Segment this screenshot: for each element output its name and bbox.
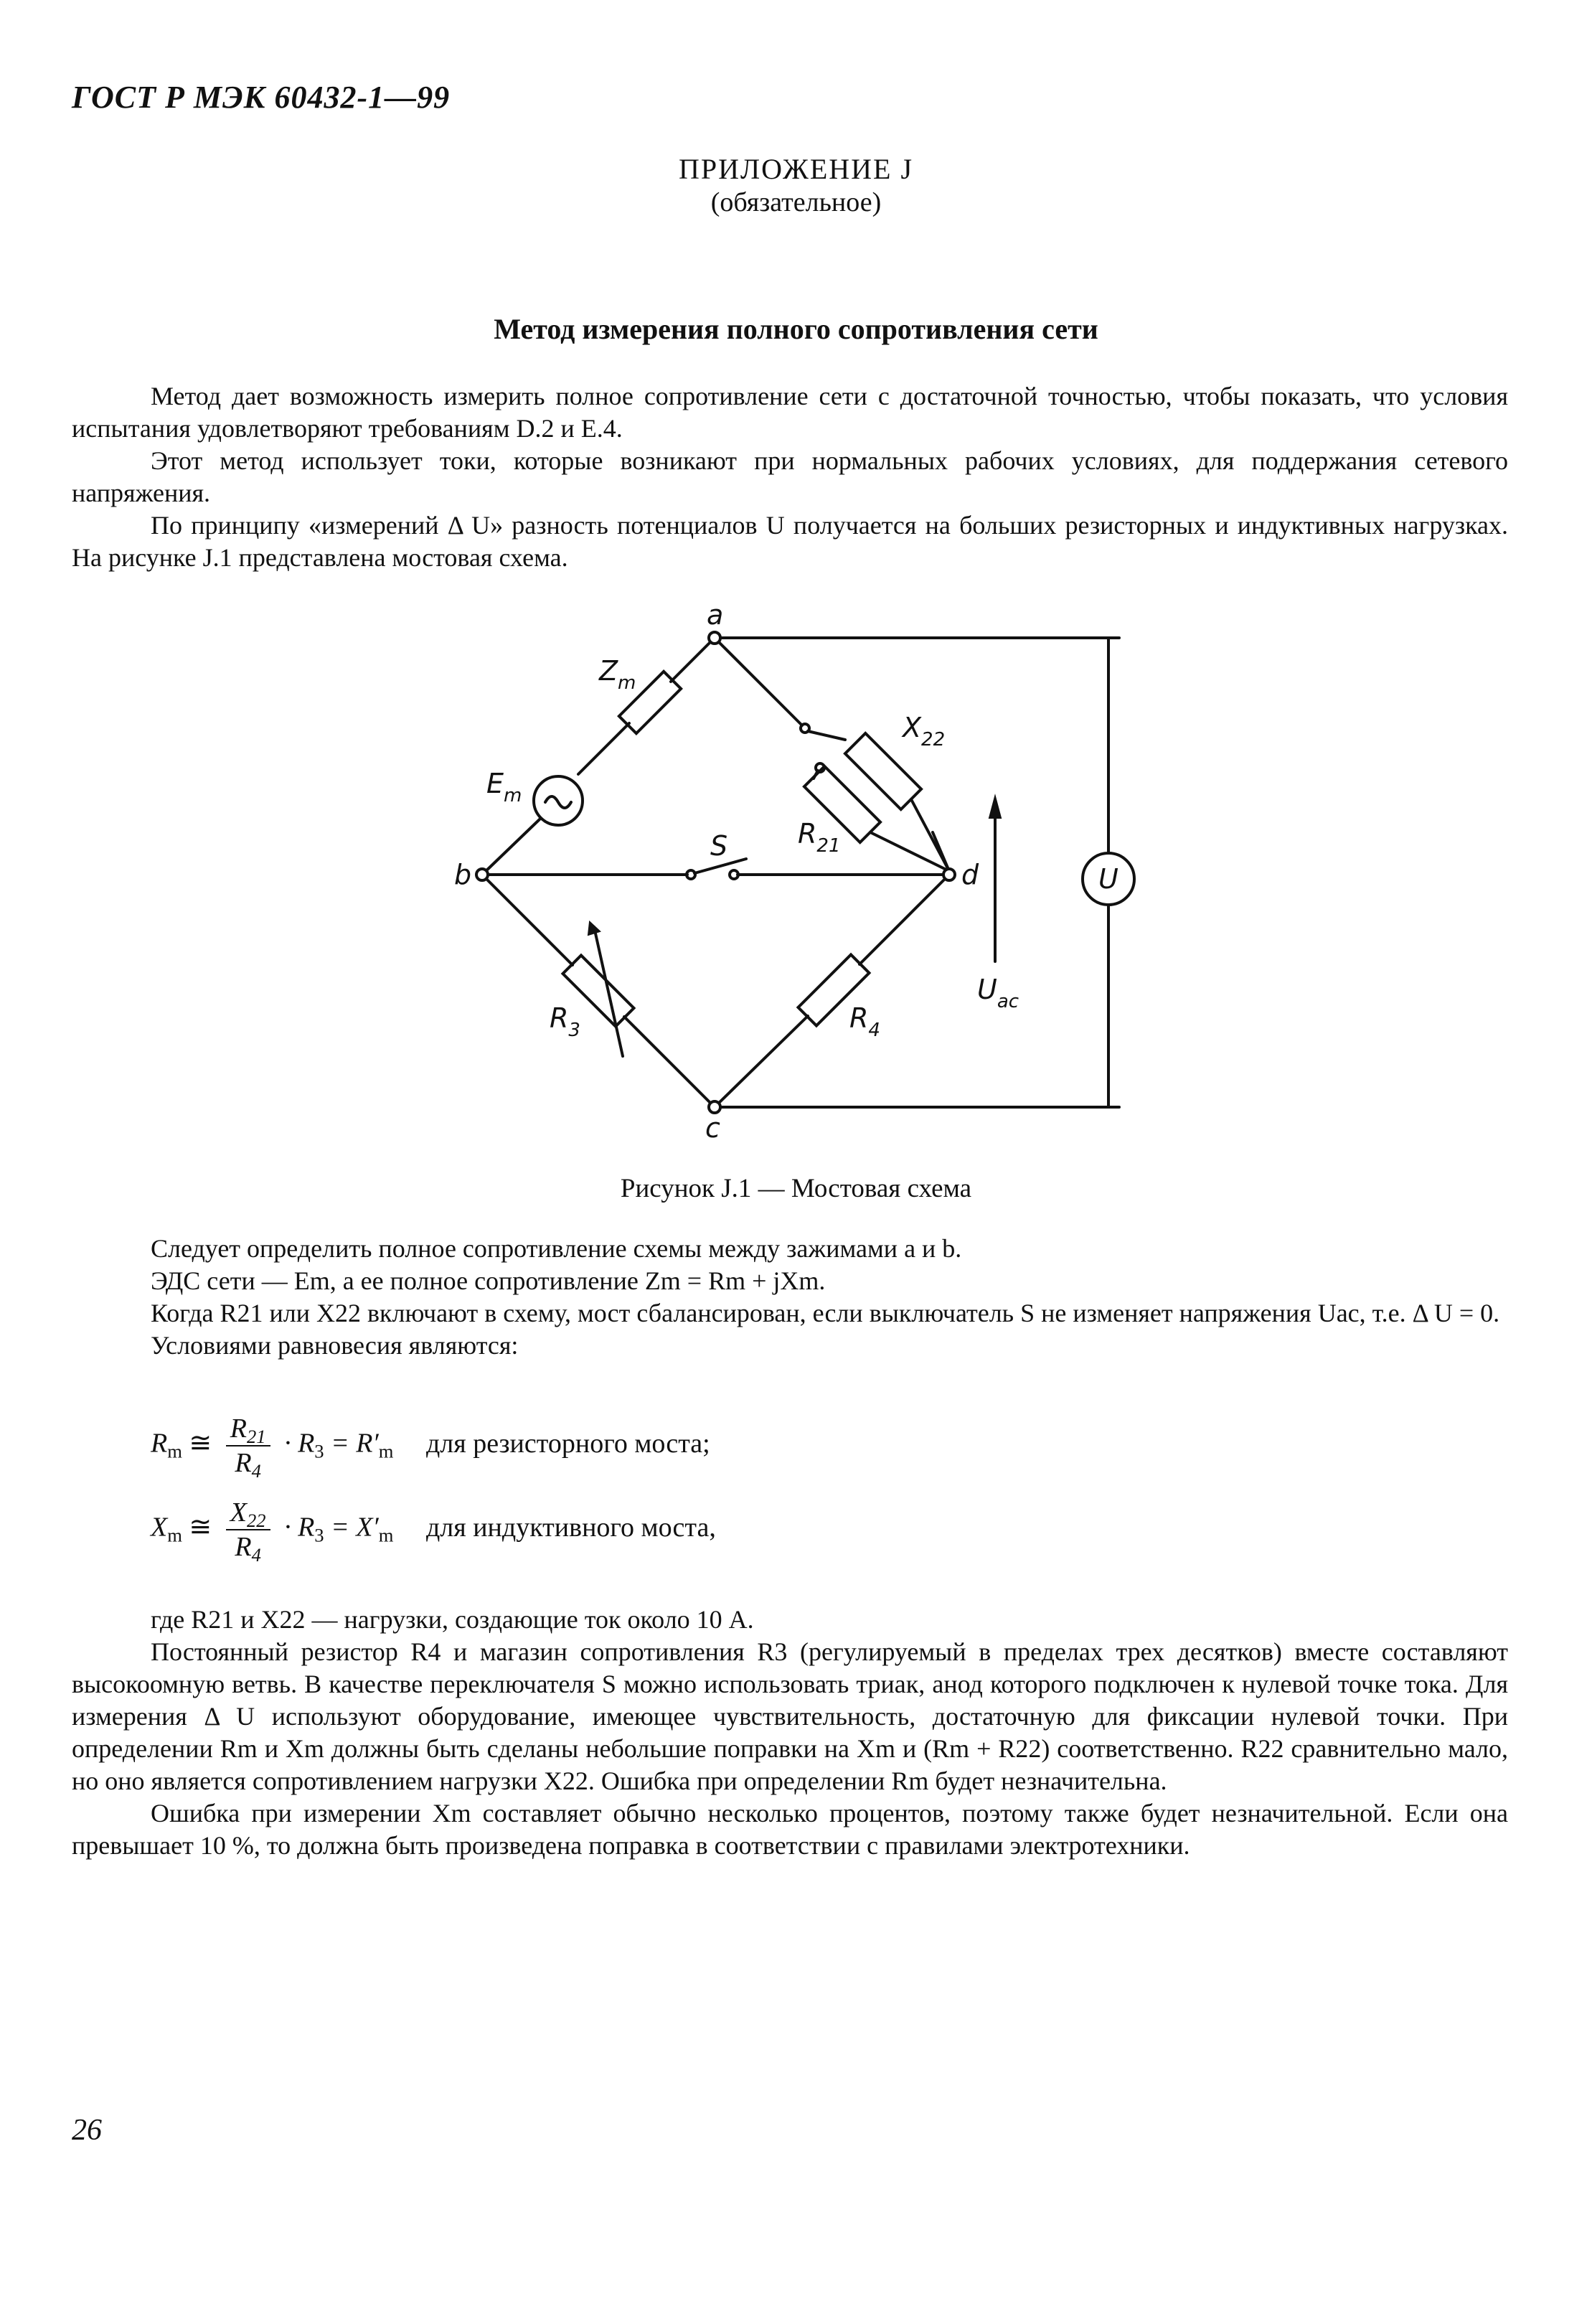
formula-inductive: $X_m$ ≅ $\frac{X_{22}}{R_4}$ · $R_3 = X'_m$ для индуктивного моста,: [151, 1497, 716, 1566]
paragraph: Постоянный резистор R4 и магазин сопротивления R3 (регулируемый в пределах трех десятков) вместе составляют высокоомную ветвь. В качестве переключателя S можно использовать триак, анод которого подключен к нулевой точке тока. Для измерения Δ U используют оборудование, имеющее чувствительность, достаточную для фиксации нулевой точки. При определении Rm и Xm должны быть сделаны небольшие поправки на Xm и (Rm + R22) соответственно. R22 сравнительно мало, но оно является сопротивлением нагрузки X22. Ошибка при определении Rm будет незначительна.: [72, 1637, 1508, 1795]
appendix-title: ПРИЛОЖЕНИЕ J: [678, 153, 914, 185]
node-b: [476, 869, 488, 880]
label-r3: $R_3$: [550, 1002, 580, 1041]
tail-text: [72, 1604, 1508, 1862]
paragraph: Этот метод использует токи, которые возникают при нормальных рабочих условиях, для поддержания сетевого напряжения.: [72, 446, 1508, 507]
label-uac: $U_{ac}$: [977, 974, 1019, 1012]
node-c: [709, 1101, 720, 1113]
label-em: $E_m$: [486, 768, 522, 806]
fraction: $\frac{R_{21}}{R_4}$: [226, 1412, 270, 1479]
figure-caption: Рисунок J.1 — Мостовая схема: [620, 1174, 972, 1203]
appendix-subtitle: (обязательное): [710, 187, 882, 217]
paragraph: Условиями равновесия являются:: [151, 1331, 519, 1360]
paragraph: Когда R21 или X22 включают в схему, мост сбалансирован, если выключатель S не изменяет напряжения Uac, т.е. Δ U = 0.: [151, 1299, 1500, 1327]
label-node-c: c: [705, 1112, 720, 1144]
node-d: [943, 869, 955, 880]
label-x22: $X_{22}$: [903, 712, 946, 751]
standard-header: ГОСТ Р МЭК 60432-1—99: [72, 80, 451, 115]
node-a: [709, 632, 720, 644]
label-node-a: a: [707, 599, 724, 631]
body-text: [72, 1233, 1508, 1362]
paragraph: Метод дает возможность измерить полное сопротивление сети с достаточной точностью, чтобы показать, что условия испытания удовлетворяют требованиям D.2 и E.4.: [72, 382, 1508, 443]
bridge-circuit-diagram: [0, 596, 1592, 1155]
paragraph: По принципу «измерений Δ U» разность потенциалов U получается на больших резисторных и индуктивных нагрузках. На рисунке J.1 представлена мостовая схема.: [72, 511, 1508, 572]
label-voltmeter: U: [1098, 863, 1118, 895]
page-number: 26: [72, 2114, 102, 2147]
paragraph: где R21 и X22 — нагрузки, создающие ток около 10 А.: [151, 1605, 754, 1634]
label-node-d: d: [961, 859, 979, 890]
formula-resistive: $R_m$ ≅ $\frac{R_{21}}{R_4}$ · $R_3 = R'_m$ для резисторного моста;: [151, 1413, 710, 1482]
intro-text: [72, 380, 1508, 574]
switch-contact: [687, 870, 695, 879]
label-zm: $Z_m$: [599, 655, 636, 694]
paragraph: Ошибка при измерении Xm составляет обычно несколько процентов, поэтому также будет незначительной. Если она превышает 10 %, то должна быть произведена поправка в соответствии с правилами электротехники.: [72, 1799, 1508, 1860]
paragraph: Следует определить полное сопротивление схемы между зажимами a и b.: [151, 1234, 962, 1263]
fraction: $\frac{X_{22}}{R_4}$: [226, 1496, 270, 1563]
label-node-b: b: [454, 859, 472, 890]
label-r4: $R_4$: [849, 1002, 880, 1041]
section-title: Метод измерения полного сопротивления сети: [494, 313, 1098, 345]
label-r21: $R_{21}$: [798, 818, 841, 857]
label-switch: S: [710, 830, 728, 862]
paragraph: ЭДС сети — Em, а ее полное сопротивление Zm = Rm + jXm.: [151, 1266, 826, 1295]
